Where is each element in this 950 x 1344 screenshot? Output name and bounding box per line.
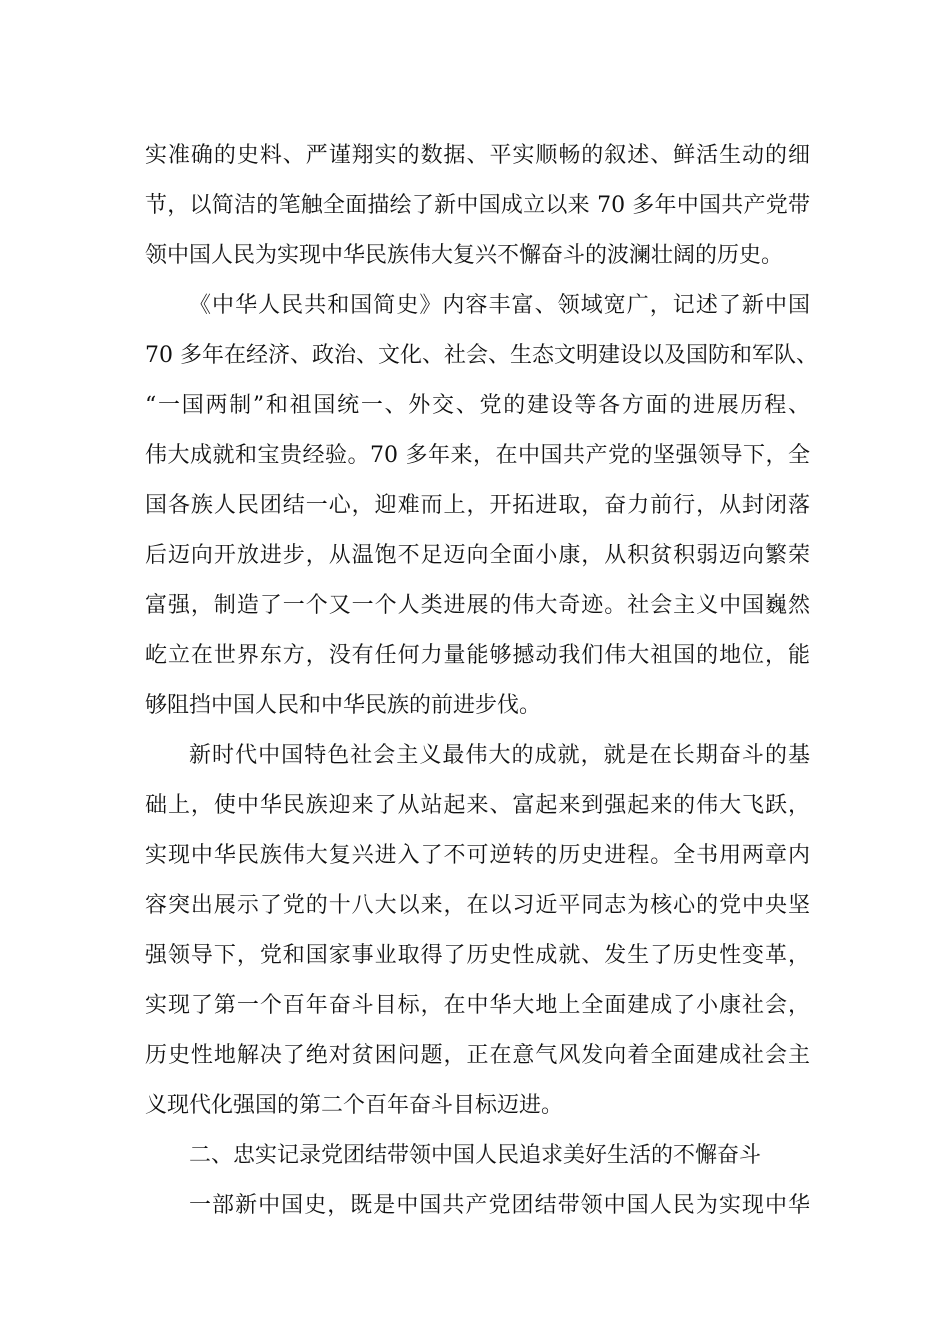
text-line: 够阻挡中国人民和中华民族的前进步伐。 (145, 693, 542, 718)
text-line: 实现中华民族伟大复兴进入了不可逆转的历史进程。全书用两章内 (145, 843, 810, 868)
text-line: 实现了第一个百年奋斗目标，在中华大地上全面建成了小康社会， (145, 993, 810, 1018)
text-line: 国各族人民团结一心，迎难而上，开拓进取，奋力前行，从封闭落 (145, 493, 810, 518)
text-line: 础上，使中华民族迎来了从站起来、富起来到强起来的伟大飞跃， (145, 793, 810, 818)
text-line: 伟大成就和宝贵经验。70 多年来，在中国共产党的坚强领导下，全 (145, 443, 810, 468)
text-line: 70 多年在经济、政治、文化、社会、生态文明建设以及国防和军队、 (145, 343, 818, 368)
paragraph-start-line: 一部新中国史，既是中国共产党团结带领中国人民为实现中华 (189, 1193, 810, 1218)
text-line: 后迈向开放进步，从温饱不足迈向全面小康，从积贫积弱迈向繁荣 (145, 543, 810, 568)
text-line: 容突出展示了党的十八大以来，在以习近平同志为核心的党中央坚 (145, 893, 810, 918)
text-line: 屹立在世界东方，没有任何力量能够撼动我们伟大祖国的地位，能 (145, 643, 810, 668)
text-line: “一国两制”和祖国统一、外交、党的建设等各方面的进展历程、 (145, 393, 810, 418)
paragraph-start-line: 新时代中国特色社会主义最伟大的成就，就是在长期奋斗的基 (189, 743, 810, 768)
text-line: 实准确的史料、严谨翔实的数据、平实顺畅的叙述、鲜活生动的细 (145, 143, 810, 168)
paragraph-start-line: 《中华人民共和国简史》内容丰富、领域宽广，记述了新中国 (189, 293, 810, 318)
text-line: 历史性地解决了绝对贫困问题，正在意气风发向着全面建成社会主 (145, 1043, 810, 1068)
text-line: 节，以简洁的笔触全面描绘了新中国成立以来 70 多年中国共产党带 (145, 193, 810, 218)
text-line: 富强，制造了一个又一个人类进展的伟大奇迹。社会主义中国巍然 (145, 593, 810, 618)
text-line: 强领导下，党和国家事业取得了历史性成就、发生了历史性变革， (145, 943, 810, 968)
section-heading: 二、忠实记录党团结带领中国人民追求美好生活的不懈奋斗 (189, 1143, 762, 1168)
text-line: 义现代化强国的第二个百年奋斗目标迈进。 (145, 1093, 564, 1118)
text-line: 领中国人民为实现中华民族伟大复兴不懈奋斗的波澜壮阔的历史。 (145, 243, 784, 268)
body-text (145, 131, 818, 1231)
